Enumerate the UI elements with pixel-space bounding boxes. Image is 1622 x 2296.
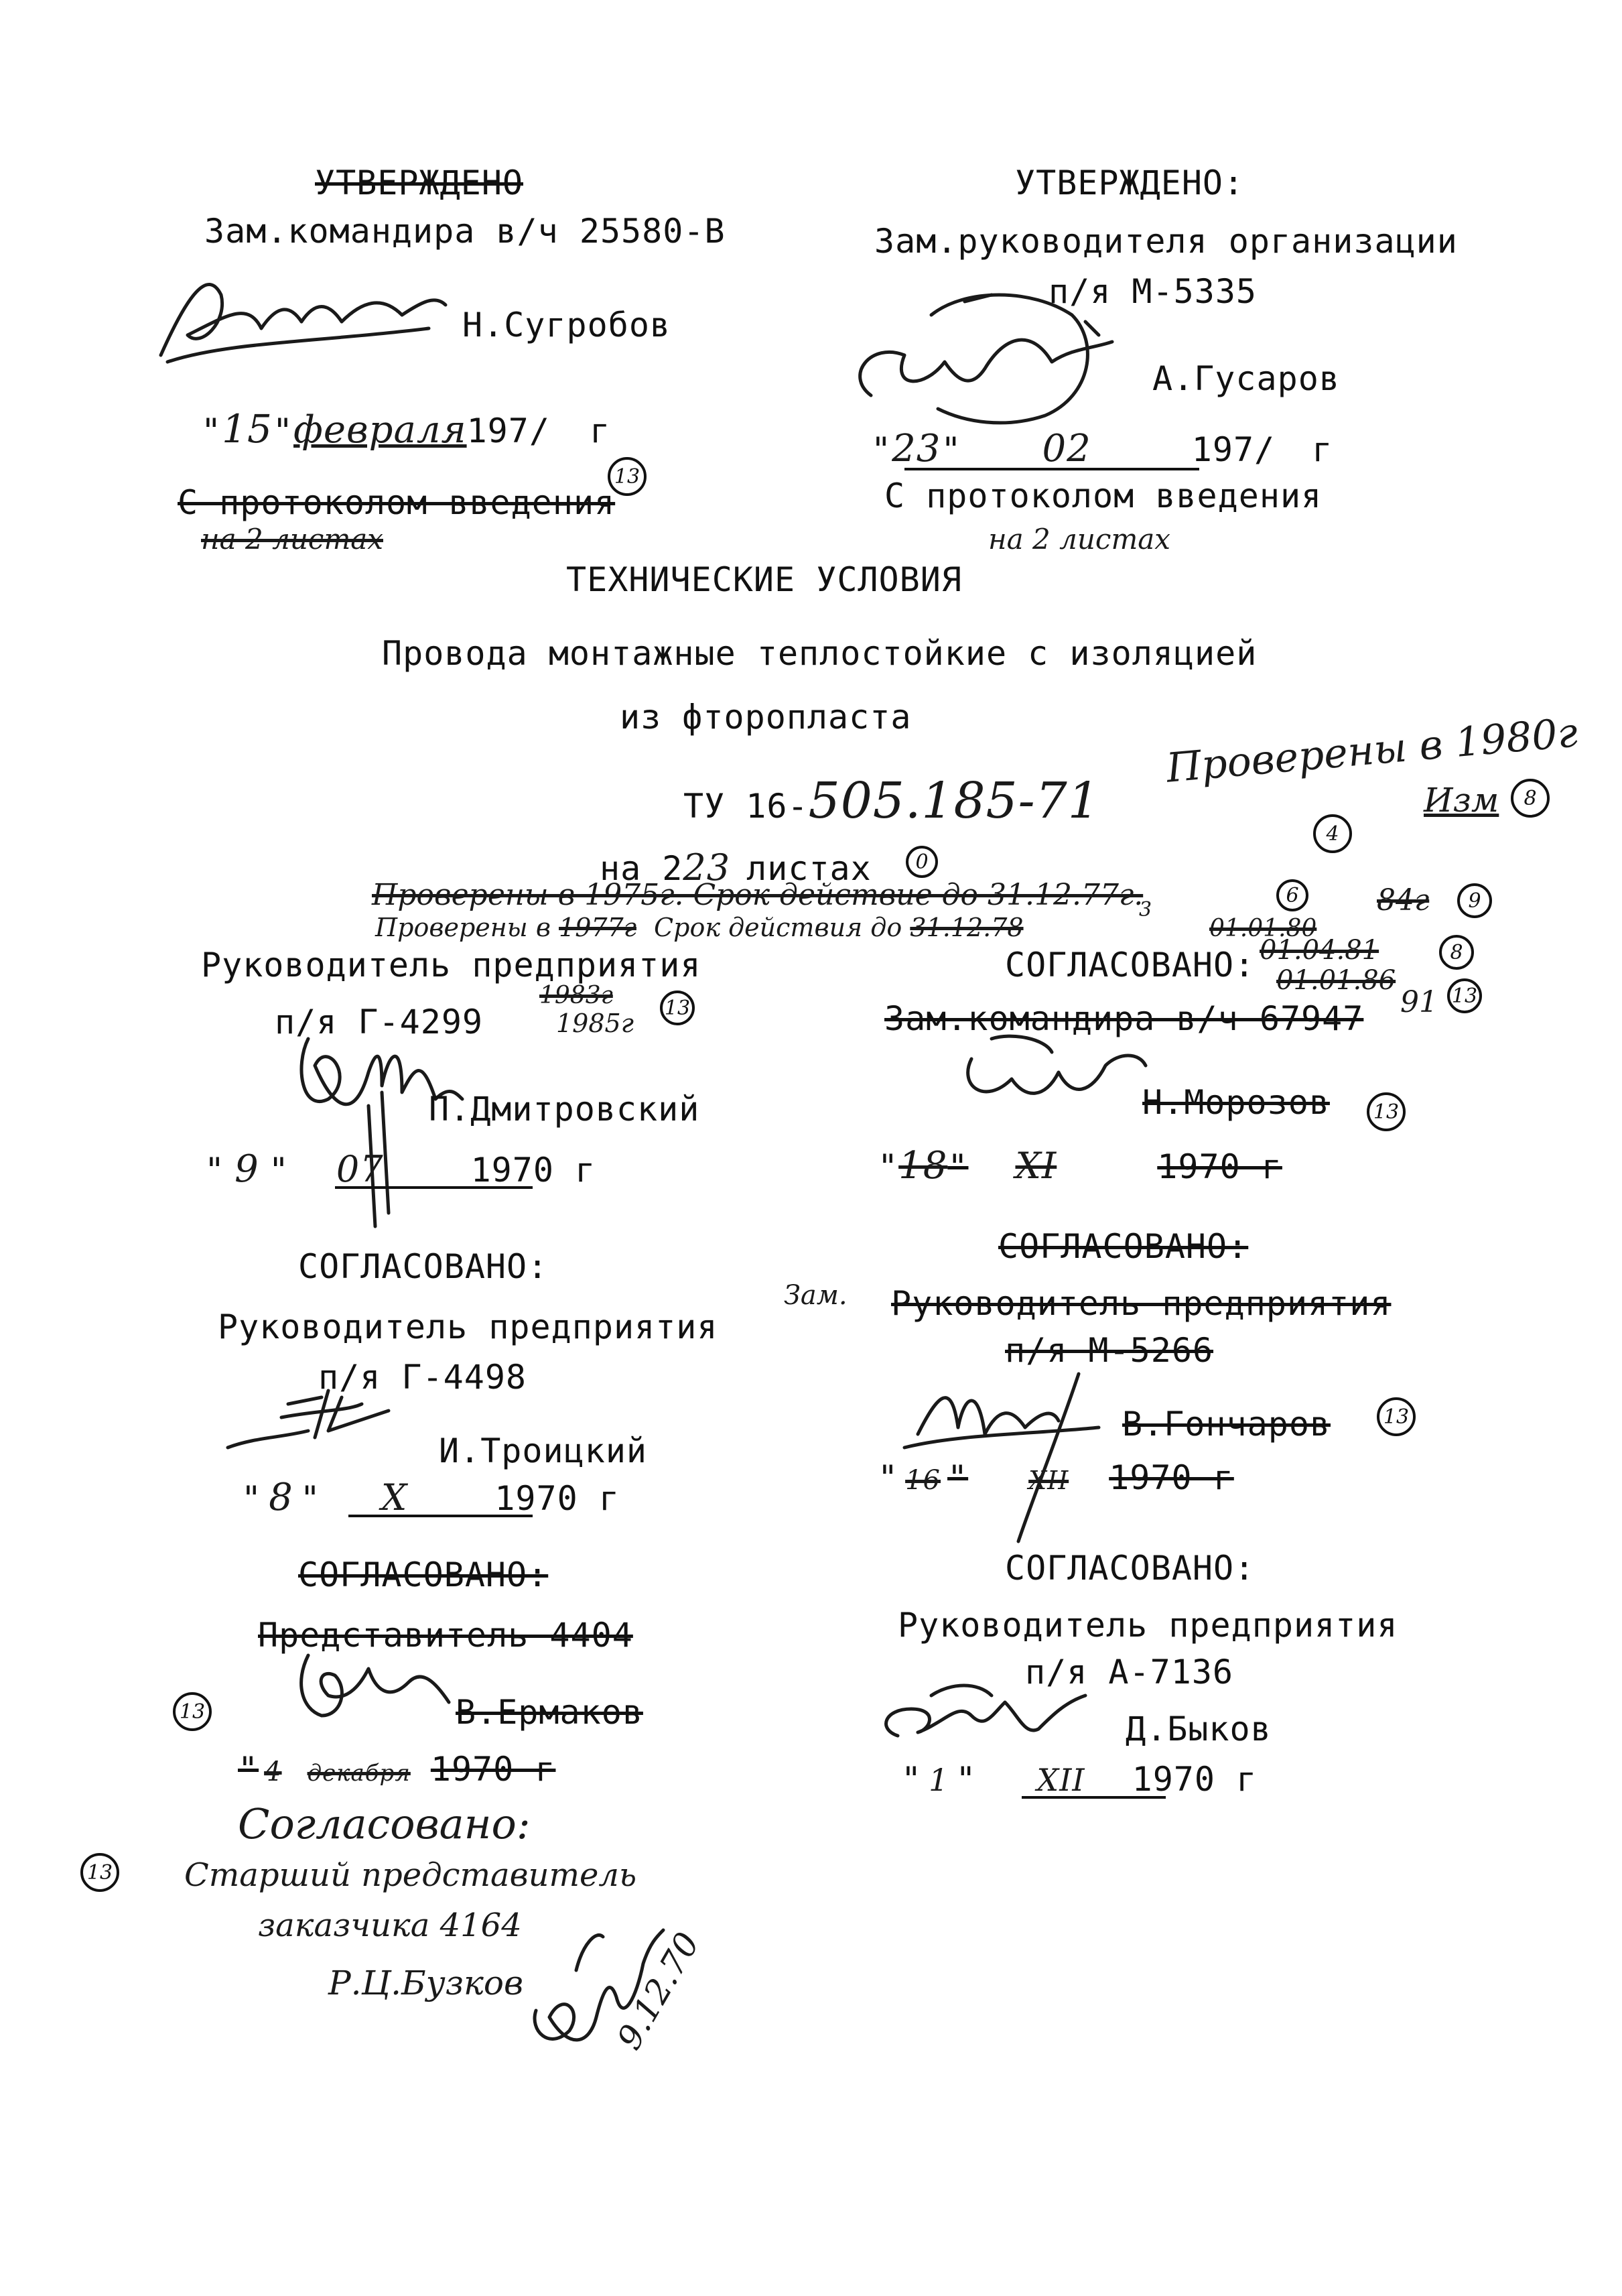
validity-date-1981: 01.04.81	[1260, 935, 1379, 966]
document-title-line2: из фторопласта	[620, 698, 912, 737]
change-mark-8-b: 8	[1439, 935, 1474, 970]
bykov-month: XII	[1036, 1762, 1085, 1798]
buzkov-name: Р.Ц.Бузков	[328, 1964, 524, 2002]
bykov-unit: п/я А-7136	[1025, 1653, 1234, 1692]
validity-date-1986: 01.01.86	[1276, 965, 1396, 996]
validity-note-line2: Проверены в 1977г Срок действия до 31.12.78	[375, 913, 1024, 942]
bykov-date-line	[1022, 1796, 1166, 1799]
goncharov-title: Руководитель предприятия	[891, 1284, 1392, 1323]
morozov-position: Зам.командира в/ч 67947	[884, 999, 1364, 1038]
goncharov-month: XII	[1028, 1466, 1069, 1495]
bykov-year: 1970 г	[1132, 1760, 1258, 1799]
approval-right-date-line	[904, 468, 1199, 470]
bykov-day: 1	[929, 1762, 949, 1798]
troitsky-date-line	[348, 1515, 533, 1517]
change-mark-0: 0	[906, 846, 938, 878]
document-code: ТУ 16-505.185-71	[683, 772, 1100, 830]
troitsky-date: " 8 " X 1970 г	[241, 1476, 620, 1519]
checked-1980-note: Проверены в 1980г	[1164, 709, 1580, 792]
signature-sugrobov	[147, 255, 456, 375]
troitsky-title: Руководитель предприятия	[218, 1308, 718, 1346]
approval-right-protocol: С протоколом введения	[884, 476, 1323, 515]
change-mark-13-g: 13	[80, 1853, 119, 1892]
validity-date-91: 91	[1400, 985, 1438, 1019]
goncharov-year: 1970 г	[1109, 1458, 1234, 1497]
change-mark-8-a: 8	[1511, 779, 1550, 818]
change-mark-13-e: 13	[1377, 1397, 1416, 1436]
morozov-day: 18	[898, 1144, 948, 1188]
approval-right-date: "23" 02 197/ г	[871, 427, 1333, 470]
signature-ermakov	[281, 1642, 469, 1729]
morozov-month: XI	[1015, 1145, 1057, 1187]
approval-left-heading: УТВЕРЖДЕНО	[315, 164, 524, 202]
change-mark-4: 4	[1313, 814, 1352, 853]
signature-gusarov	[831, 275, 1179, 436]
dmitrovsky-name: П.Дмитровский	[429, 1090, 700, 1129]
document-code-number: 505.185-71	[808, 772, 1100, 830]
approval-left-date: "15"февраля197/ г	[201, 406, 611, 452]
checked-1980-sub: Изм	[1424, 781, 1499, 820]
dmitrovsky-date: " 9 " 07 1970 г	[204, 1147, 596, 1191]
dmitrovsky-month: 07	[336, 1148, 384, 1190]
validity-note-1975: Проверены в 1975г. Срок действие до 31.12.77г.	[372, 878, 1144, 912]
change-mark-13-c: 13	[660, 991, 695, 1025]
change-mark-6: 6	[1276, 879, 1308, 911]
ermakov-year: 1970 г	[430, 1750, 556, 1789]
goncharov-unit: п/я М-5266	[1005, 1331, 1214, 1370]
approval-right-heading: УТВЕРЖДЕНО:	[1015, 164, 1245, 202]
approval-left-position: Зам.командира в/ч 25580-В	[204, 212, 726, 251]
approval-right-position: Зам.руководителя организации	[874, 222, 1458, 261]
ermakov-name: В.Ермаков	[456, 1693, 643, 1732]
bykov-heading: СОГЛАСОВАНО:	[1005, 1549, 1256, 1588]
morozov-heading: СОГЛАСОВАНО:	[1005, 946, 1256, 984]
bykov-name: Д.Быков	[1126, 1710, 1272, 1748]
troitsky-heading: СОГЛАСОВАНО:	[298, 1247, 549, 1286]
validity-extra-84: 84г	[1377, 883, 1430, 917]
approval-left-protocol: С протоколом введения	[178, 483, 616, 522]
dmitrovsky-year: 1970 г	[470, 1151, 596, 1190]
ermakov-title: Представитель 4404	[258, 1616, 633, 1655]
dmitrovsky-day: 9	[234, 1147, 259, 1191]
buzkov-line1: Старший представитель	[184, 1856, 637, 1894]
approval-left-day: 15	[222, 406, 273, 452]
dmitrovsky-year-new: 1985г	[556, 1009, 634, 1038]
change-mark-13-a: 13	[608, 457, 647, 496]
approval-left-month: февраля	[293, 408, 467, 452]
troitsky-month: X	[381, 1476, 408, 1519]
troitsky-unit: п/я Г-4498	[318, 1358, 527, 1397]
approval-left-sheets: на 2 листах	[201, 523, 383, 556]
dmitrovsky-unit: п/я Г-4299	[275, 1003, 484, 1041]
morozov-name: Н.Морозов	[1142, 1083, 1330, 1122]
dmitrovsky-title: Руководитель предприятия	[201, 946, 701, 984]
morozov-date: "18" XI 1970 г	[878, 1144, 1282, 1188]
troitsky-name: И.Троицкий	[439, 1431, 648, 1470]
buzkov-date: 9.12.70	[609, 1925, 707, 2056]
goncharov-date: " 16 " XII 1970 г	[878, 1458, 1234, 1497]
troitsky-year: 1970 г	[494, 1479, 620, 1518]
buzkov-line2: заказчика 4164	[258, 1907, 522, 1944]
ermakov-day: 4	[264, 1757, 282, 1787]
ermakov-date: " 4 декабря 1970 г	[238, 1750, 556, 1789]
approval-right-day: 23	[892, 427, 941, 470]
goncharov-prefix: Зам.	[784, 1280, 848, 1311]
change-mark-9: 9	[1457, 883, 1492, 918]
document-type: ТЕХНИЧЕСКИЕ УСЛОВИЯ	[566, 560, 962, 599]
signature-troitsky	[214, 1384, 415, 1458]
approval-right-name: А.Гусаров	[1152, 359, 1340, 398]
goncharov-day: 16	[905, 1465, 941, 1496]
dmitrovsky-date-line	[335, 1186, 533, 1189]
sheet-count: на 223 листах	[600, 846, 872, 889]
signature-bykov	[871, 1675, 1112, 1756]
change-mark-13-d: 13	[1367, 1092, 1406, 1131]
validity-date-1980: 01.01.80	[1209, 915, 1317, 942]
morozov-year: 1970 г	[1157, 1147, 1282, 1186]
sheet-count-hw: 23	[683, 846, 731, 889]
change-mark-3: 3	[1139, 898, 1152, 921]
document-title-line1: Провода монтажные теплостойкие с изоляцией	[382, 634, 1258, 673]
approval-right-year: 197/	[1191, 430, 1276, 469]
dmitrovsky-year-old: 1983г	[539, 982, 613, 1009]
change-mark-13-f: 13	[173, 1692, 212, 1731]
approval-right-sheets: на 2 листах	[988, 523, 1170, 556]
approval-left-year: 197/	[466, 411, 550, 450]
troitsky-day: 8	[269, 1476, 293, 1519]
goncharov-heading: СОГЛАСОВАНО:	[998, 1227, 1249, 1266]
buzkov-heading: Согласовано:	[238, 1799, 531, 1848]
goncharov-name: В.Гончаров	[1122, 1405, 1331, 1444]
approval-right-month: 02	[1042, 427, 1091, 470]
signature-morozov	[951, 1025, 1152, 1112]
signature-goncharov	[898, 1354, 1152, 1548]
ermakov-month: декабря	[307, 1760, 411, 1787]
ermakov-heading: СОГЛАСОВАНО:	[298, 1555, 549, 1594]
bykov-title: Руководитель предприятия	[898, 1606, 1398, 1645]
change-mark-13-b: 13	[1447, 978, 1482, 1013]
bykov-date: " 1 " XII 1970 г	[901, 1760, 1258, 1799]
approval-right-unit: п/я М-5335	[1049, 272, 1258, 311]
approval-left-name: Н.Сугробов	[462, 306, 671, 344]
